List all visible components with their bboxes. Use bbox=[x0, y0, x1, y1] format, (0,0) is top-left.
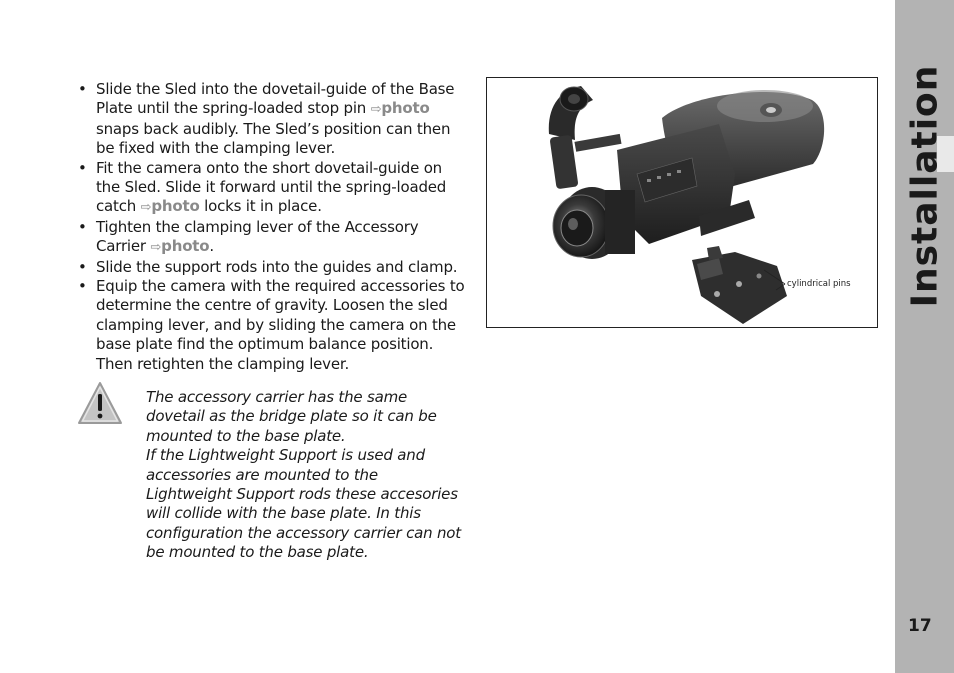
warning-note bbox=[146, 388, 466, 563]
photo-reference-label: photo bbox=[161, 237, 210, 256]
photo-reference[interactable] bbox=[371, 99, 430, 117]
photo-reference[interactable] bbox=[141, 197, 200, 215]
page-number: 17 bbox=[908, 616, 932, 636]
instruction-text: Tighten the clamping lever of the Accessory Carrier bbox=[96, 217, 419, 256]
instruction-text: Equip the camera with the required accessories to determine the centre of gravity. Loosen the sled clamping lever, and by sliding the camera on the base plate find the optimum balance position. Then retighten the clamping lever. bbox=[96, 277, 465, 373]
instruction-text: Slide the support rods into the guides and clamp. bbox=[96, 257, 458, 276]
arrow-right-icon: ⇨ bbox=[370, 102, 382, 118]
instruction-item bbox=[78, 80, 470, 159]
instruction-item bbox=[78, 277, 470, 374]
arrow-right-icon: ⇨ bbox=[140, 200, 152, 216]
instruction-text: snaps back audibly. The Sled’s position can then be fixed with the clamping lever. bbox=[96, 119, 451, 158]
instruction-text: Fit the camera onto the short dovetail-guide on the Sled. Slide it forward until the spring-loaded catch bbox=[96, 158, 447, 216]
instruction-list bbox=[78, 80, 470, 374]
instruction-text: . bbox=[209, 237, 214, 256]
note-paragraph: The accessory carrier has the same dovetail as the bridge plate so it can be mounted to the base plate. bbox=[146, 388, 437, 445]
photo-reference-label: photo bbox=[381, 99, 430, 118]
instruction-item bbox=[78, 258, 470, 277]
note-paragraph: If the Lightweight Support is used and accessories are mounted to the Lightweight Support rods these accesories will collide with the base plate. In this configuration the accessory carrier can not be mounted to the base plate. bbox=[146, 446, 461, 562]
instruction-item bbox=[78, 218, 470, 258]
section-title: Installation bbox=[904, 64, 946, 308]
instruction-item bbox=[78, 159, 470, 218]
instruction-text: locks it in place. bbox=[199, 197, 322, 216]
warning-triangle-icon bbox=[76, 380, 124, 426]
photo-reference-label: photo bbox=[151, 197, 200, 216]
camera-photo bbox=[486, 77, 878, 328]
instruction-text: Slide the Sled into the dovetail-guide of the Base Plate until the spring-loaded stop pin bbox=[96, 80, 455, 118]
arrow-right-icon: ⇨ bbox=[150, 240, 162, 256]
photo-reference[interactable] bbox=[150, 237, 209, 255]
camera-illustration bbox=[487, 78, 877, 327]
callout-label: cylindrical pins bbox=[787, 279, 851, 289]
